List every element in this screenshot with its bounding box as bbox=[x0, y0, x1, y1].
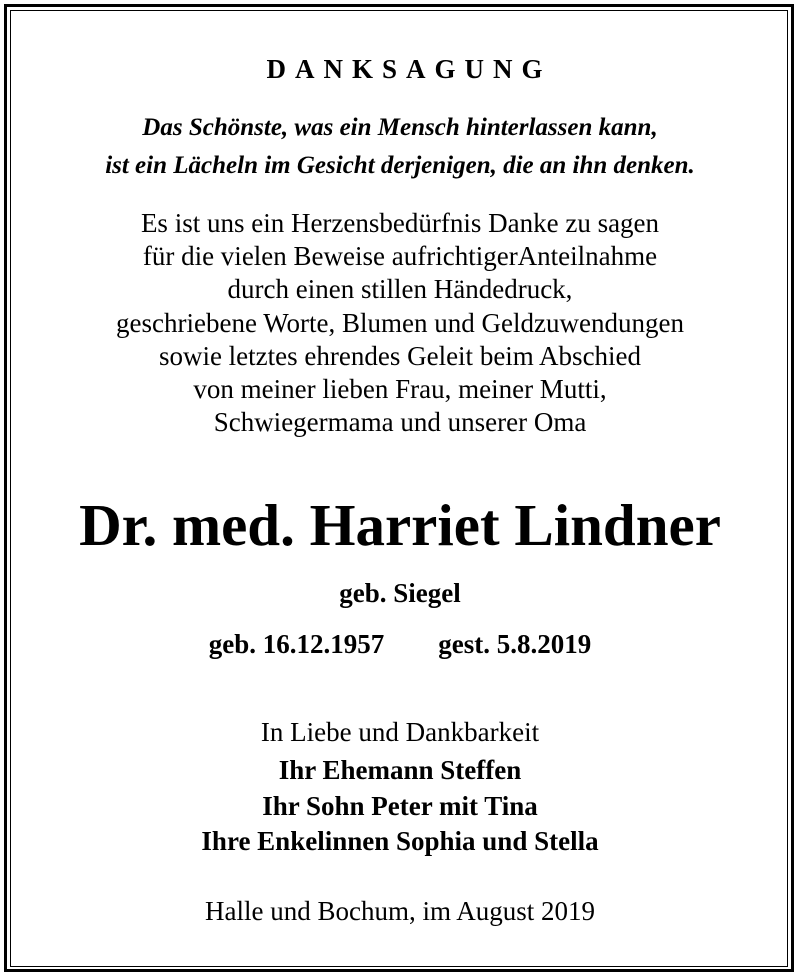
place-and-date: Halle und Bochum, im August 2019 bbox=[205, 896, 595, 926]
life-dates bbox=[0, 628, 800, 660]
body-line: sowie letztes ehrendes Geleit beim Abschied bbox=[158, 340, 642, 371]
death-date: gest. 5.8.2019 bbox=[438, 629, 592, 659]
deceased-name: Dr. med. Harriet Lindner bbox=[79, 492, 721, 558]
quote-line-1: Das Schönste, was ein Mensch hinterlassen kann, bbox=[142, 114, 658, 141]
signer-line: Ihre Enkelinnen Sophia und Stella bbox=[201, 826, 599, 856]
body-line: geschriebene Worte, Blumen und Geldzuwendungen bbox=[116, 307, 684, 338]
maiden-name: geb. Siegel bbox=[339, 578, 461, 608]
closing-line: In Liebe und Dankbarkeit bbox=[260, 717, 540, 747]
signer-line: Ihr Sohn Peter mit Tina bbox=[262, 791, 538, 821]
body-line: von meiner lieben Frau, meiner Mutti, bbox=[193, 374, 607, 405]
birth-date: geb. 16.12.1957 bbox=[208, 629, 385, 659]
body-line: durch einen stillen Händedruck, bbox=[227, 274, 573, 305]
heading: DANKSAGUNG bbox=[266, 54, 552, 84]
thanks-paragraph bbox=[0, 207, 800, 439]
body-line: Es ist uns ein Herzensbedürfnis Danke zu sagen bbox=[140, 208, 660, 238]
body-line: Schwiegermama und unserer Oma bbox=[213, 407, 587, 438]
signer-line: Ihr Ehemann Steffen bbox=[278, 755, 522, 785]
quote-line-2: ist ein Lächeln im Gesicht derjenigen, die an ihn denken. bbox=[105, 152, 695, 179]
body-line: für die vielen Beweise aufrichtigerAnteilnahme bbox=[142, 241, 658, 272]
